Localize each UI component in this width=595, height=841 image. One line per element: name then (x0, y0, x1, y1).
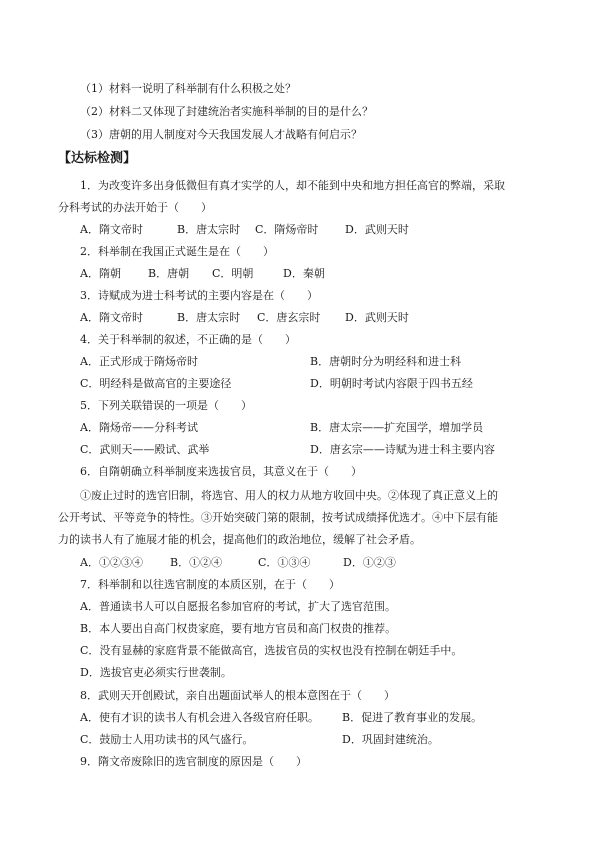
q3-option-b: B．唐太宗时 (177, 311, 241, 324)
q6-option-b: B．①②④ (170, 556, 223, 569)
q6-body-line3: 力的读书人有了施展才能的机会，提高他们的政治地位，缓解了社会矛盾。 (58, 533, 421, 546)
q8-option-a: A．使有才识的读书人有机会进入各级官府任职。 (80, 711, 319, 724)
q1-option-a: A．隋文帝时 (80, 223, 143, 236)
q3-stem: 3．诗赋成为进士科考试的主要内容是在（ ） (80, 289, 318, 302)
q7-stem: 7．科举制和以往选官制度的本质区别，在于（ ） (80, 578, 340, 591)
q4-option-c: C．明经科是做高官的主要途径 (80, 377, 232, 390)
q4-option-b: B．唐朝时分为明经科和进士科 (310, 355, 462, 368)
q6-body-line1: ①废止过时的选官旧制，将选官、用人的权力从地方收回中央。②体现了真正意义上的 (80, 489, 498, 502)
q5-stem: 5．下列关联错误的一项是（ ） (80, 399, 252, 412)
q7-option-b: B．本人要出自高门权贵家庭，要有地方官员和高门权贵的推荐。 (80, 622, 397, 635)
q5-option-d: D．唐玄宗——诗赋为进士科主要内容 (310, 443, 495, 456)
q9-stem: 9．隋文帝废除旧的选官制度的原因是（ ） (80, 755, 307, 768)
intro-question-2: （2）材料二又体现了封建统治者实施科举制的目的是什么？ (80, 105, 373, 118)
q1-option-d: D．武则天时 (345, 223, 409, 236)
q2-option-c: C．明朝 (212, 267, 254, 280)
q3-option-a: A．隋文帝时 (80, 311, 143, 324)
q5-option-c: C．武则天——殿试、武举 (80, 443, 210, 456)
q8-option-c: C．鼓励士人用功读书的风气盛行。 (80, 733, 254, 746)
q8-option-d: D．巩固封建统治。 (342, 733, 439, 746)
q4-option-d: D．明朝时考试内容限于四书五经 (310, 377, 473, 390)
q3-option-c: C．唐玄宗时 (257, 311, 321, 324)
q6-body-line2: 公开考试、平等竞争的特性。③开始突破门第的限制，按考试成绩择优选才。④中下层有能 (58, 511, 498, 524)
q8-option-b: B．促进了教育事业的发展。 (342, 711, 483, 724)
section-title: 【达标检测】 (58, 151, 137, 166)
q4-stem: 4．关于科举制的叙述，不正确的是（ ） (80, 333, 296, 346)
q5-option-a: A．隋炀帝——分科考试 (80, 421, 198, 434)
q2-option-a: A．隋朝 (80, 267, 121, 280)
q7-option-c: C．没有显赫的家庭背景不能做高官，选拔官员的实权也没有控制在朝廷手中。 (80, 644, 463, 657)
q1-option-c: C．隋炀帝时 (255, 223, 319, 236)
q2-stem: 2．科举制在我国正式诞生是在（ ） (80, 245, 274, 258)
q7-option-a: A．普通读书人可以自愿报名参加官府的考试，扩大了选官范围。 (80, 600, 396, 613)
q2-option-d: D．秦朝 (283, 267, 325, 280)
q6-option-a: A．①②③④ (80, 556, 143, 569)
q3-option-d: D．武则天时 (345, 311, 409, 324)
q6-option-d: D．①②③ (343, 556, 396, 569)
q1-stem-line2: 分科考试的办法开始于（ ） (58, 201, 212, 214)
q1-stem-line1: 1．为改变许多出身低微但有真才实学的人，却不能到中央和地方担任高官的弊端，采取 (80, 179, 505, 192)
q6-option-c: C．①③④ (258, 556, 311, 569)
q6-stem: 6．自隋朝确立科举制度来选拔官员，其意义在于（ ） (80, 465, 362, 478)
q5-option-b: B．唐太宗——扩充国学，增加学员 (310, 421, 484, 434)
q2-option-b: B．唐朝 (148, 267, 190, 280)
q1-option-b: B．唐太宗时 (177, 223, 241, 236)
intro-question-3: （3）唐朝的用人制度对今天我国发展人才战略有何启示？ (80, 128, 362, 141)
q7-option-d: D．选拔官吏必须实行世袭制。 (80, 666, 232, 679)
q4-option-a: A．正式形成于隋炀帝时 (80, 355, 198, 368)
intro-question-1: （1）材料一说明了科举制有什么积极之处？ (80, 82, 296, 95)
q8-stem: 8．武则天开创殿试，亲自出题面试举人的根本意图在于（ ） (80, 689, 395, 702)
